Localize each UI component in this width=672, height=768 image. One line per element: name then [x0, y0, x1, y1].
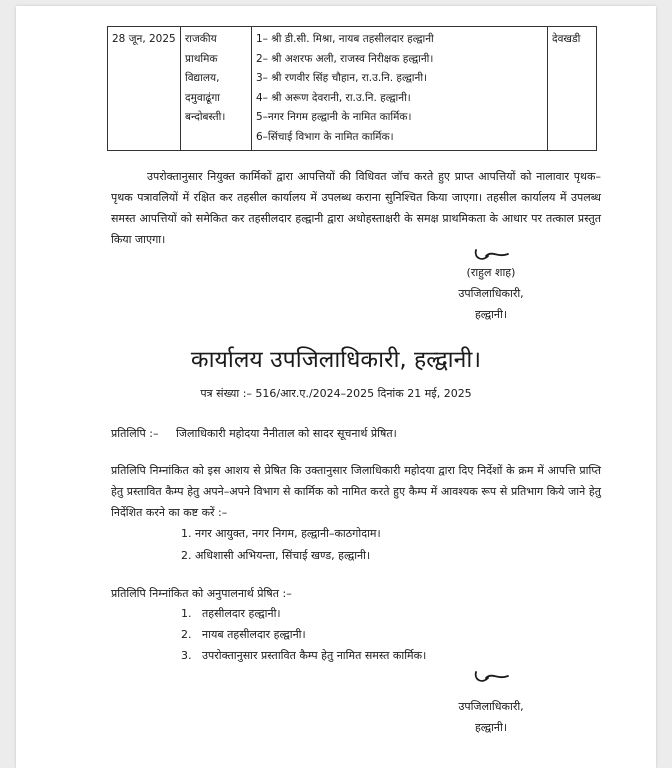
list-item: 2. अधिशासी अभियन्ता, सिंचाई खण्ड, हल्द्वानी।: [181, 549, 371, 562]
staff-line: 1– श्री डी.सी. मिश्रा, नायब तहसीलदार हल्द्वानी: [256, 33, 434, 45]
staff-line: 2– श्री अशरफ अली, राजस्व निरीक्षक हल्द्वानी।: [256, 52, 434, 65]
office-title: कार्यालय उपजिलाधिकारी, हल्द्वानी।: [190, 347, 482, 373]
officer-place: हल्द्वानी।: [474, 721, 508, 734]
staff-cell: [252, 27, 548, 151]
signature-block: [436, 696, 546, 738]
venue-line: विद्यालय,: [185, 72, 220, 84]
officer-designation: उपजिलाधिकारी,: [458, 287, 524, 300]
officer-designation: उपजिलाधिकारी,: [458, 700, 524, 713]
venue-cell: [181, 27, 252, 151]
copy-instruction-paragraph: प्रतिलिपि निम्नांकित को इस आशय से प्रेषित कि उक्तानुसार जिलाधिकारी महोदया द्वारा दिए निर्देशों के क्रम में आपत्ति प्राप्ति हेतु प्रस्तावित कैम्प हेतु अपने–अपने विभाग से कार्मिक को नामित करते हुए कैम्प में आवश्यक रूप से प्रतिभाग किये जाने हेतु निर्देशित करने का कष्ट करें :–: [111, 464, 601, 519]
letter-number: पत्र संख्या :– 516/आर.ए./2024–2025 दिनांक 21 मई, 2025: [200, 387, 472, 400]
officer-place: हल्द्वानी।: [474, 308, 508, 321]
list-item: 1. नगर आयुक्त, नगर निगम, हल्द्वानी–काठगोदाम।: [181, 527, 381, 540]
table-row: [108, 27, 597, 151]
list-item: 1. तहसीलदार हल्द्वानी।: [181, 607, 281, 620]
venue-line: प्राथमिक: [185, 52, 218, 65]
venue-line: बन्दोबस्ती।: [185, 111, 226, 123]
copy-recipient: जिलाधिकारी महोदया नैनीताल को सादर सूचनार्थ प्रेषित।: [176, 427, 397, 440]
staff-line: 3– श्री रणवीर सिंह चौहान, रा.उ.नि. हल्द्वानी।: [256, 72, 428, 84]
instruction-paragraph: उपरोक्तानुसार नियुक्त कार्मिकों द्वारा आपत्तियों की विधिवत जॉच करते हुए प्राप्त आपत्तियों को नालावार पृथक–पृथक पत्रावलियों में रक्षित कर तहसील कार्यालय में उपलब्ध कराना सुनिश्चित किया जाएगा। तहसील कार्यालय में उपलब्ध समस्त आपत्तियों को समेकित कर तहसीलदार हल्द्वानी द्वारा अधोहस्ताक्षरी के समक्ष प्राथमिकता के आधार पर तत्काल प्रस्तुत किया जाएगा।: [111, 170, 601, 246]
venue-line: दमुवाढूंगा: [185, 91, 220, 104]
officer-name: (राहुल शाह): [466, 266, 516, 279]
document-page: [16, 6, 656, 768]
staff-line: 6–सिंचाई विभाग के नामित कार्मिक।: [256, 130, 394, 143]
copy-label: प्रतिलिपि :–: [111, 427, 159, 440]
venue-line: राजकीय: [185, 33, 217, 45]
copy-compliance-heading: प्रतिलिपि निम्नांकित को अनुपालनार्थ प्रेषित :–: [111, 587, 292, 600]
staff-line: 5–नगर निगम हल्द्वानी के नामित कार्मिक।: [256, 111, 412, 123]
date-cell: 28 जून, 2025: [108, 27, 181, 151]
staff-line: 4– श्री अरूण देवरानी, रा.उ.नि. हल्द्वानी।: [256, 91, 411, 104]
signature-block: [436, 262, 546, 325]
duty-table: [107, 26, 597, 151]
list-item: 3. उपरोक्तानुसार प्रस्तावित कैम्प हेतु नामित समस्त कार्मिक।: [181, 649, 427, 662]
remark-cell: देवखडी: [548, 27, 597, 151]
signature-mark: [472, 668, 512, 690]
list-item: 2. नायब तहसीलदार हल्द्वानी।: [181, 628, 306, 641]
